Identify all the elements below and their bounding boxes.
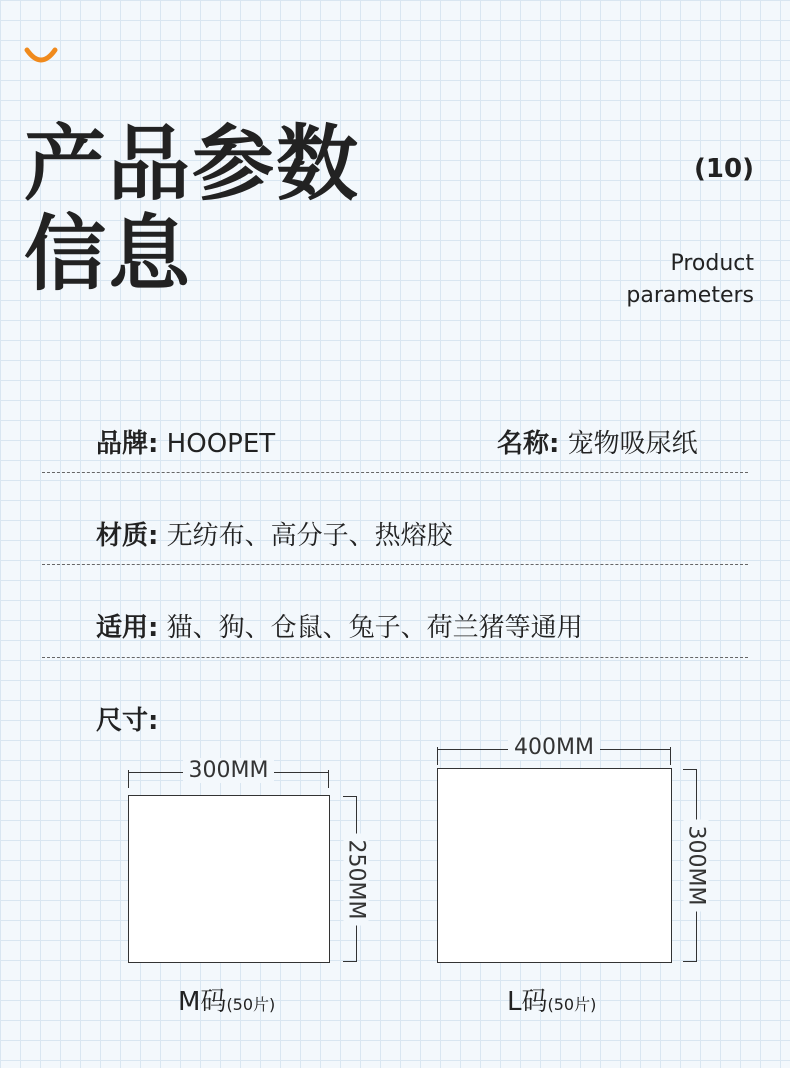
m-width-label-wrap — [128, 758, 329, 783]
brand-value: HOOPET — [166, 429, 276, 459]
material-row — [96, 515, 453, 552]
divider — [42, 472, 748, 473]
l-height-label-wrap — [636, 825, 756, 905]
brand-row — [96, 423, 275, 460]
name-value: 宠物吸尿纸 — [567, 429, 698, 459]
page-number: (10) — [694, 154, 754, 184]
material-value: 无纺布、高分子、热熔胶 — [166, 521, 453, 551]
page-title-line2: 信息 — [24, 207, 193, 302]
divider — [42, 564, 748, 565]
material-key: 材质: — [96, 521, 159, 551]
page-title-line1: 产品参数 — [24, 117, 361, 212]
dimension-tick — [683, 769, 697, 770]
l-width-label: 400MM — [508, 735, 600, 760]
l-width-label-wrap — [437, 735, 671, 760]
m-size-name-text: M码 — [178, 987, 227, 1017]
subtitle-line1: Product — [670, 251, 754, 276]
dimension-tick — [343, 796, 357, 797]
l-size-name — [507, 981, 596, 1018]
usage-value: 猫、狗、仓鼠、兔子、荷兰猪等通用 — [166, 613, 583, 643]
brand-key: 品牌: — [96, 429, 159, 459]
size-key: 尺寸: — [96, 706, 159, 736]
usage-row — [96, 607, 583, 644]
m-size-name — [178, 981, 275, 1018]
l-height-label: 300MM — [684, 819, 709, 911]
dimension-tick — [343, 961, 357, 962]
subtitle-line2: parameters — [626, 283, 754, 308]
m-width-label: 300MM — [183, 758, 275, 783]
m-height-label-wrap — [296, 839, 416, 919]
usage-key: 适用: — [96, 613, 159, 643]
l-size-count: (50片) — [547, 995, 597, 1014]
l-size-name-text: L码 — [507, 987, 548, 1017]
name-row — [497, 423, 698, 460]
m-size-count: (50片) — [226, 995, 276, 1014]
name-key: 名称: — [497, 429, 560, 459]
divider — [42, 657, 748, 658]
subtitle — [626, 248, 754, 312]
size-row — [96, 700, 158, 737]
m-height-label: 250MM — [344, 833, 369, 925]
smile-arc-icon — [24, 44, 58, 66]
dimension-tick — [683, 961, 697, 962]
